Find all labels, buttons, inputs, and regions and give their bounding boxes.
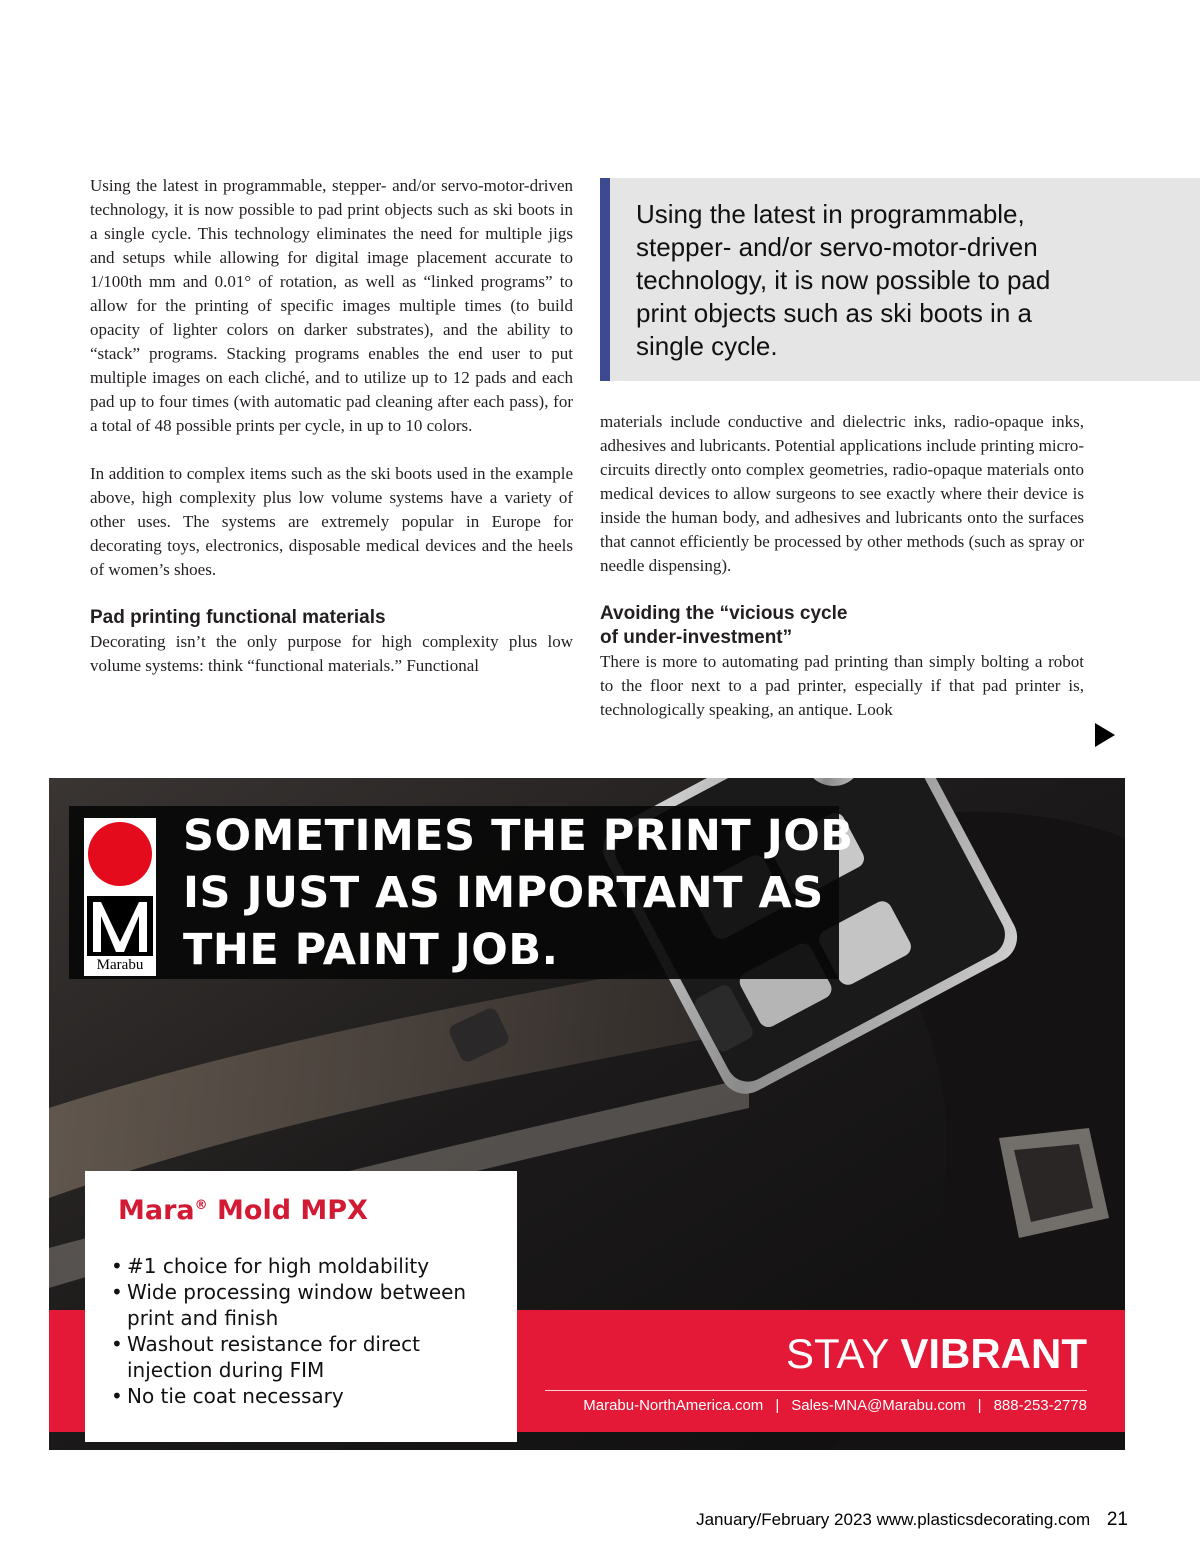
tagline-divider — [545, 1390, 1087, 1391]
arrow-right-icon — [1095, 723, 1115, 747]
feature-item: • No tie coat necessary — [111, 1383, 511, 1409]
footer-website[interactable]: www.plasticsdecorating.com — [876, 1510, 1091, 1529]
article-column-left — [90, 174, 573, 678]
contact-phone: 888-253-2778 — [993, 1397, 1087, 1414]
contact-website[interactable]: Marabu-NorthAmerica.com — [583, 1397, 764, 1414]
logo-red-circle-icon — [88, 822, 152, 886]
ad-headline-line: IS JUST AS IMPORTANT AS — [183, 868, 824, 918]
subhead-functional-materials: Pad printing functional materials — [90, 607, 386, 628]
article-paragraph: Using the latest in programmable, stepper- and/or servo-motor-driven technology, it is now possible to pad print objects such as ski boots in a single cycle. This technology eliminates the need for multiple jigs and setups while allowing for digital image placement accurate to 1/100th mm and 0.01° of rotation, as well as “linked programs” to allow for the printing of specific images multiple times (to build opacity of lighter colors on darker substrates), and the ability to “stack” programs. Stacking programs enables the end user to put multiple images on each cliché, and to utilize up to 12 pads and each pad up to four times (with automatic pad cleaning after each pass), for a total of 48 possible prints per cycle, in up to 10 colors. — [90, 176, 573, 435]
contact-separator: | — [977, 1397, 982, 1414]
logo-wordmark: Marabu — [96, 957, 144, 973]
feature-item: • Wide processing window between print and finish — [111, 1279, 511, 1331]
article-paragraph: materials include conductive and dielectric inks, radio-opaque inks, adhesives and lubricants. Potential applications include printing micro-circuits directly onto complex geometries, radio-opaque materials onto medical devices to allow surgeons to see exactly where their device is inside the human body, and adhesives and lubricants onto the surfaces that cannot efficiently be processed by other methods (such as spray or needle dispensing). — [600, 412, 1084, 575]
subhead-avoiding-line2: of under-investment” — [600, 627, 793, 648]
feature-list — [111, 1253, 511, 1409]
contact-line — [583, 1397, 1087, 1414]
article-column-right — [600, 410, 1084, 722]
product-title — [118, 1195, 368, 1226]
subhead-avoiding-line1: Avoiding the “vicious cycle — [600, 603, 848, 624]
tagline-light: STAY — [785, 1330, 901, 1377]
product-box — [85, 1171, 517, 1442]
tagline-bold: VIBRANT — [900, 1330, 1087, 1377]
ad-headline-line: SOMETIMES THE PRINT JOB — [183, 811, 854, 861]
advertisement — [49, 778, 1125, 1450]
page-footer — [696, 1509, 1128, 1531]
article-paragraph: Decorating isn’t the only purpose for high complexity plus low volume systems: think “functional materials.” Functional — [90, 632, 573, 675]
pull-quote-text: Using the latest in programmable, stepper- and/or servo-motor-driven technology, it is now possible to pad print objects such as ski boots in a single cycle. — [636, 199, 1051, 361]
feature-item: • Washout resistance for direct injection during FIM — [111, 1331, 511, 1383]
article-paragraph: In addition to complex items such as the ski boots used in the example above, high complexity plus low volume systems have a variety of other uses. The systems are extremely popular in Europe for decorating toys, electronics, disposable medical devices and the heels of women’s shoes. — [90, 464, 573, 579]
contact-separator: | — [775, 1397, 780, 1414]
contact-email[interactable]: Sales-MNA@Marabu.com — [791, 1397, 966, 1414]
registered-mark: ® — [194, 1198, 208, 1213]
article-paragraph: There is more to automating pad printing than simply bolting a robot to the floor next to a pad printer, especially if that pad printer is, technologically speaking, an antique. Look — [600, 652, 1084, 719]
feature-item: • #1 choice for high moldability — [111, 1253, 511, 1279]
ad-headline-line: THE PAINT JOB. — [183, 925, 559, 975]
product-name-suffix: Mold MPX — [207, 1195, 368, 1226]
tagline — [786, 1330, 1087, 1378]
logo-m-mark-icon — [87, 896, 153, 956]
ad-headline — [183, 808, 863, 979]
marabu-logo — [84, 818, 156, 976]
pull-quote — [600, 178, 1200, 381]
product-name: Mara — [118, 1195, 195, 1226]
footer-issue: January/February 2023 — [696, 1510, 872, 1529]
page-number: 21 — [1106, 1509, 1128, 1530]
